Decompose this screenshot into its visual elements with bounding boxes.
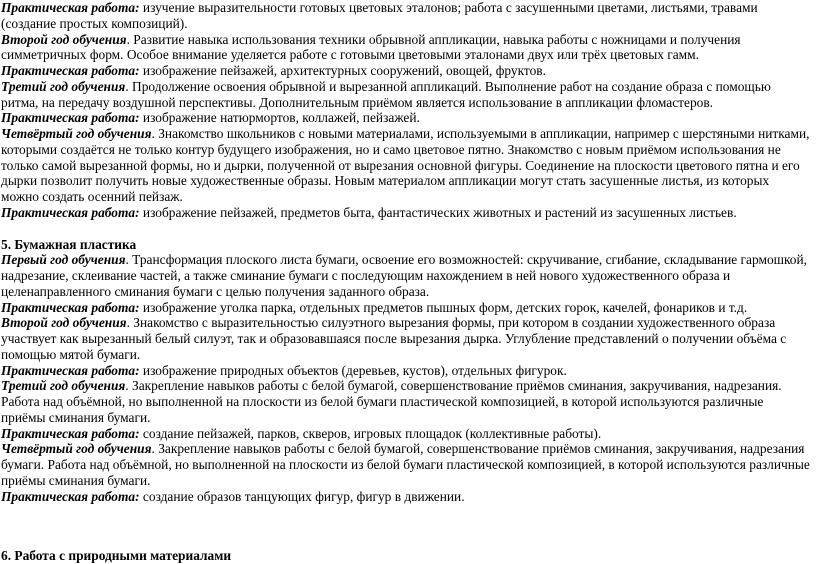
paragraph-label: Практическая работа: — [1, 63, 140, 78]
paragraph-text: . Знакомство с выразительностью силуэтного вырезания формы, при котором в создании художественного образа участвует как вырезанный белый силуэт, так и образовавшаяся после вырезания дырка. Углубление представлений о получении объёма с помощью мятой бумаги. — [1, 315, 787, 362]
paragraph-label: Третий год обучения — [1, 78, 126, 94]
paragraph-label: Первый год обучения — [1, 252, 126, 268]
paragraph-label: Четвёртый год обучения — [1, 126, 152, 141]
paragraph-text: изучение выразительности готовых цветовых эталонов; работа с засушенными цветами, листьями, травами (создание простых композиций). — [1, 0, 758, 31]
paragraph-text: . Развитие навыка использования техники обрывной аппликации, навыка работы с ножницами и получения симметричных форм. Особое внимание уделяется работе с готовыми цветовыми эталонами двух или трёх цветовых гамм. — [1, 31, 741, 63]
paragraph — [1, 32, 810, 64]
paragraph — [1, 315, 810, 362]
paragraph — [1, 252, 810, 299]
paragraph — [1, 441, 810, 488]
paragraph — [1, 79, 810, 111]
paragraph — [1, 378, 810, 425]
paragraph-text: . Закрепление навыков работы с белой бумагой, совершенствование приёмов сминания, закручивания, надрезания. Работа над объёмной, но выполненной на плоскости из белой бумаги пластической композицией, в которой используются различные приёмы сминания бумаги. — [1, 378, 782, 425]
section-gap — [1, 504, 810, 548]
paragraph-label: Практическая работа: — [1, 299, 140, 315]
section-heading: 6. Работа с природными материалами — [1, 548, 232, 564]
paragraph — [1, 63, 810, 79]
paragraph-text: изображение пейзажей, предметов быта, фантастических животных и растений из засушенных листьев. — [139, 204, 737, 220]
section-heading: 5. Бумажная пластика — [1, 236, 137, 252]
paragraph — [1, 205, 810, 221]
paragraph-text: . Продолжение освоения обрывной и вырезанной аппликаций. Выполнение работ на создание образа с помощью ритма, на передачу воздушной перспективы. Дополнительным приёмом является использование в аппликации фломастеров. — [1, 78, 771, 110]
paragraph-label: Практическая работа: — [1, 0, 140, 15]
paragraph-label: Второй год обучения — [1, 315, 127, 331]
paragraph-label: Второй год обучения — [1, 31, 127, 47]
paragraph-text: создание образов танцующих фигур, фигур в движении. — [139, 488, 465, 504]
paragraph-label: Четвёртый год обучения — [1, 441, 152, 457]
paragraph — [1, 126, 810, 205]
paragraph — [1, 110, 810, 126]
document-body — [1, 0, 810, 564]
paragraph-text: создание пейзажей, парков, скверов, игровых площадок (коллективные работы). — [139, 425, 602, 441]
paragraph-text: изображение природных объектов (деревьев, кустов), отдельных фигурок. — [139, 362, 567, 378]
paragraph — [1, 0, 810, 32]
paragraph-label: Практическая работа: — [1, 204, 140, 220]
paragraph-text: . Трансформация плоского листа бумаги, освоение его возможностей: скручивание, сгибание, складывание гармошкой, надрезание, склеивание частей, а также сминание бумаги с последующим нахождением в ней нового художественного образа и целенаправленного сминания бумаги с целью получения заданного образа. — [1, 252, 807, 299]
paragraph-label: Практическая работа: — [1, 362, 140, 378]
paragraph — [1, 489, 810, 505]
paragraph — [1, 363, 810, 379]
section-gap — [1, 221, 810, 237]
paragraph-text: изображение натюрмортов, коллажей, пейзажей. — [139, 110, 420, 126]
paragraph-label: Практическая работа: — [1, 488, 140, 504]
paragraph — [1, 426, 810, 442]
paragraph-text: изображение пейзажей, архитектурных сооружений, овощей, фруктов. — [139, 63, 546, 78]
paragraph-label: Третий год обучения — [1, 378, 126, 394]
paragraph-text: изображение уголка парка, отдельных предметов пышных форм, детских горок, качелей, фонариков и т.д. — [139, 299, 748, 315]
paragraph — [1, 300, 810, 316]
paragraph-text: . Закрепление навыков работы с белой бумагой, совершенствование приёмов сминания, закручивания, надрезания бумаги. Работа над объёмной, но выполненной на плоскости из белой бумаги пластической композицией, в которой используются различные приёмы сминания бумаги. — [1, 441, 810, 488]
paragraph-label: Практическая работа: — [1, 110, 140, 126]
paragraph-text: . Знакомство школьников с новыми материалами, используемыми в аппликации, например с шерстяными нитками, которыми создаётся не только контур будущего изображения, но и само цветовое пятно. Знакомство с новым приёмом использования не только самой вырезанной формы, но и дырки, полученной от вырезания основной фигуры. Соединение на плоскости цветового пятна и его дырки позволит получить новые художественные образы. Новым материалом аппликации могут стать засушенные листья, из которых можно создать осенний пейзаж. — [1, 126, 810, 204]
paragraph-label: Практическая работа: — [1, 425, 140, 441]
